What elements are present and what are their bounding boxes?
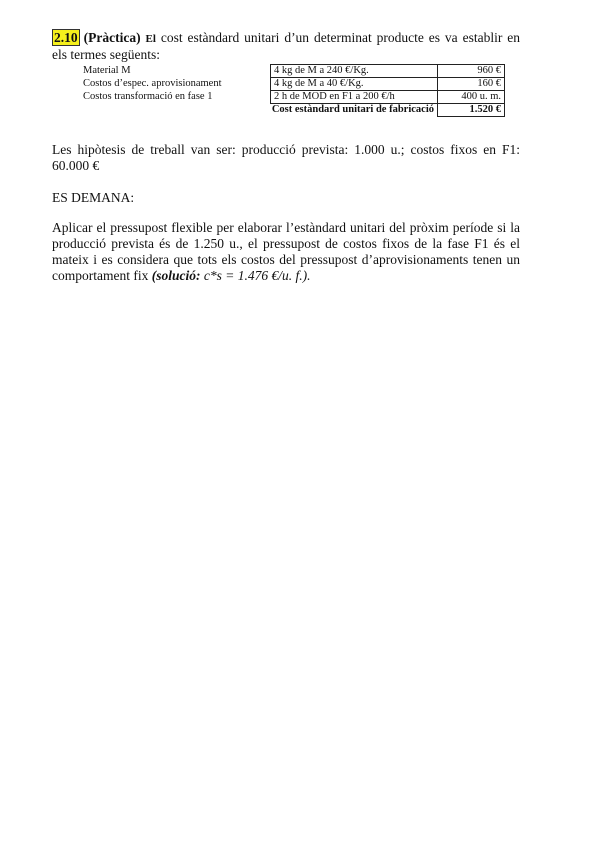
row-label: Costos transformació en fase 1 <box>83 91 213 102</box>
row-value: 960 € <box>438 65 505 78</box>
table-total-row <box>80 104 505 117</box>
table-row <box>80 91 505 104</box>
table-row <box>80 78 505 91</box>
intro-text: cost estàndard unitari d’un determinat producte es va establir en els termes següents: <box>52 30 520 62</box>
cost-table <box>80 64 505 117</box>
row-value: 400 u. m. <box>438 91 505 104</box>
exercise-number: 2.10 <box>54 30 78 45</box>
demand-heading: ES DEMANA: <box>52 190 135 205</box>
exercise-intro <box>52 30 520 63</box>
row-description: 4 kg de M a 240 €/Kg. <box>271 65 438 78</box>
solution-value: c*s = 1.476 €/u. f.). <box>203 268 311 283</box>
table-row <box>80 65 505 78</box>
row-description: 4 kg de M a 40 €/Kg. <box>271 78 438 91</box>
question-body: Aplicar el pressupost flexible per elaborar l’estàndard unitari del pròxim període si la producció prevista és de 1.250 u., el pressupost de costos fixos de la fase F1 és el mateix i es considera que tots els costos del pressupost d’aprovisionaments tenen un comportament fix <box>52 220 520 283</box>
solution-label: (solució: <box>151 268 201 283</box>
exercise-type: (Pràctica) <box>83 30 141 45</box>
row-description: 2 h de MOD en F1 a 200 €/h <box>271 91 438 104</box>
hypothesis-text: Les hipòtesis de treball van ser: producció prevista: 1.000 u.; costos fixos en F1: 60.000 € <box>52 142 520 173</box>
row-value: 160 € <box>438 78 505 91</box>
question-text <box>52 220 520 284</box>
intro-el: El <box>145 33 156 45</box>
total-value: 1.520 € <box>438 104 505 117</box>
total-label: Cost estàndard unitari de fabricació <box>271 104 434 116</box>
row-label: Material M <box>83 65 131 76</box>
exercise-page <box>52 30 520 283</box>
solution <box>152 268 311 283</box>
row-label: Costos d’espec. aprovisionament <box>83 78 222 89</box>
